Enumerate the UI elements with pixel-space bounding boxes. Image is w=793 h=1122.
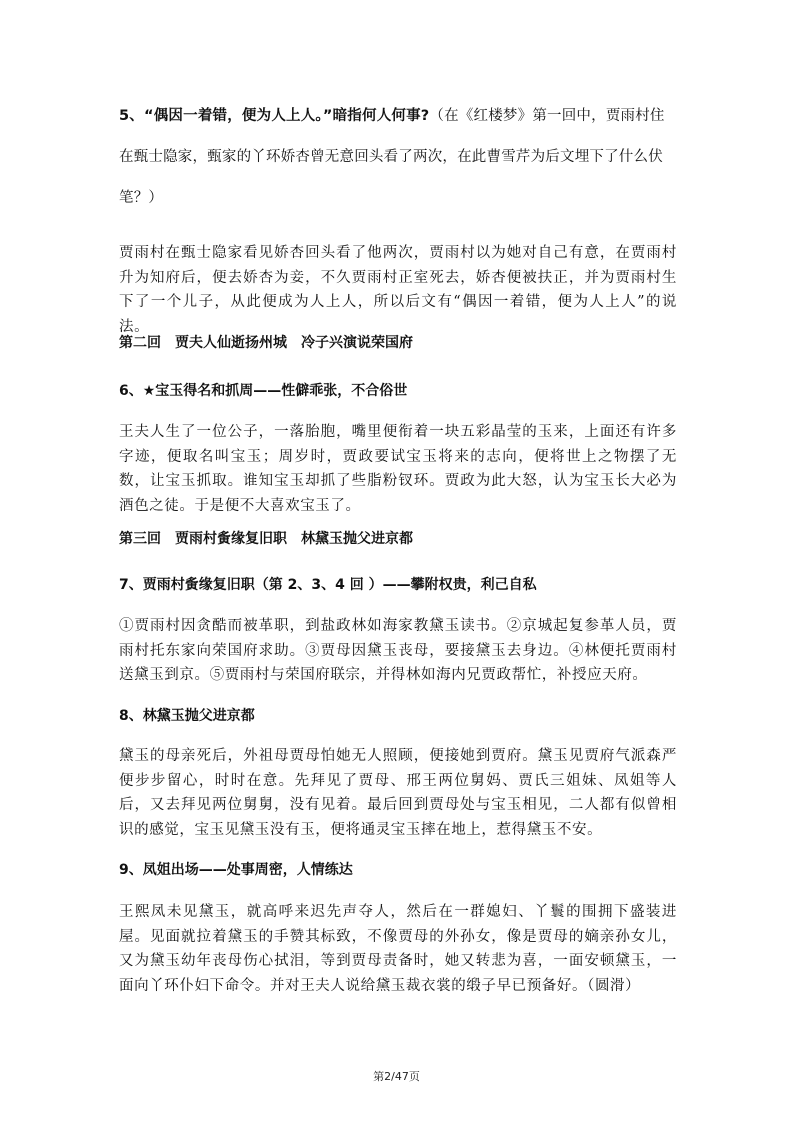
question-8-title: 8、林黛玉抛父进京都	[119, 708, 255, 724]
question-5-bold: 5、“偶因一着错，便为人上人。”暗指何人何事?	[119, 108, 430, 124]
question-9-title: 9、凤姐出场——处事周密，人情练达	[119, 862, 353, 878]
question-5-context: （在《红楼梦》第一回中，贾雨村住在甄士隐家，甄家的丫环娇杏曾无意回头看了两次，在此曹雪芹为后文埋下了什么伏笔？）	[119, 108, 665, 206]
chapter-3-heading: 第三回 贾雨村夤缘复旧职 林黛玉抛父进京都	[119, 531, 413, 547]
question-5-title	[119, 96, 677, 219]
answer-6-paragraph: 王夫人生了一位公子，一落胎胞，嘴里便衔着一块五彩晶莹的玉来，上面还有许多字迹，便取名叫宝玉；周岁时，贾政要试宝玉将来的志向，便将世上之物摆了无数，让宝玉抓取。谁知宝玉却抓了些脂粉钗环。贾政为此大怒，认为宝玉长大必为酒色之徒。于是便不大喜欢宝玉了。	[119, 424, 677, 514]
answer-7-paragraph: ①贾雨村因贪酷而被革职，到盐政林如海家教黛玉读书。②京城起复参革人员，贾雨村托东家向荣国府求助。③贾母因黛玉丧母，要接黛玉去身边。④林便托贾雨村送黛玉到京。⑤贾雨村与荣国府联宗，并得林如海内兄贾政帮忙，补授应天府。	[119, 618, 677, 683]
question-7-title: 7、贾雨村夤缘复旧职（第 2、3、4 回 ）——攀附权贵，利己自私	[119, 577, 537, 593]
answer-8-paragraph: 黛玉的母亲死后，外祖母贾母怕她无人照顾，便接她到贾府。黛玉见贾府气派森严便步步留心，时时在意。先拜见了贾母、邢王两位舅妈、贾氏三姐妹、凤姐等人后，又去拜见两位舅舅，没有见着。最后回到贾母处与宝玉相见，二人都有似曾相识的感觉，宝玉见黛玉没有玉，便将通灵宝玉摔在地上，惹得黛玉不安。	[119, 748, 677, 838]
answer-5-paragraph: 贾雨村在甄士隐家看见娇杏回头看了他两次，贾雨村以为她对自己有意，在贾雨村升为知府后，便去娇杏为妾，不久贾雨村正室死去，娇杏便被扶正，并为贾雨村生下了一个儿子，从此便成为人上人，所以后文有“偶因一着错，便为人上人”的说法。	[119, 245, 677, 335]
answer-9-paragraph: 王熙凤未见黛玉，就高呼来迟先声夺人，然后在一群媳妇、丫鬟的围拥下盛装进屋。见面就拉着黛玉的手赞其标致，不像贾母的外孙女，像是贾母的嫡亲孙女儿，又为黛玉幼年丧母伤心拭泪，等到贾母责备时，她又转悲为喜，一面安顿黛玉，一面向丫环仆妇下命令。并对王夫人说给黛玉裁衣裳的缎子早已预备好。（圆滑）	[119, 904, 677, 994]
chapter-2-heading: 第二回 贾夫人仙逝扬州城 冷子兴演说荣国府	[119, 335, 413, 351]
question-6-title: 6、★宝玉得名和抓周——性僻乖张，不合俗世	[119, 383, 408, 399]
page-number-footer: 第2/47页	[373, 1070, 420, 1083]
